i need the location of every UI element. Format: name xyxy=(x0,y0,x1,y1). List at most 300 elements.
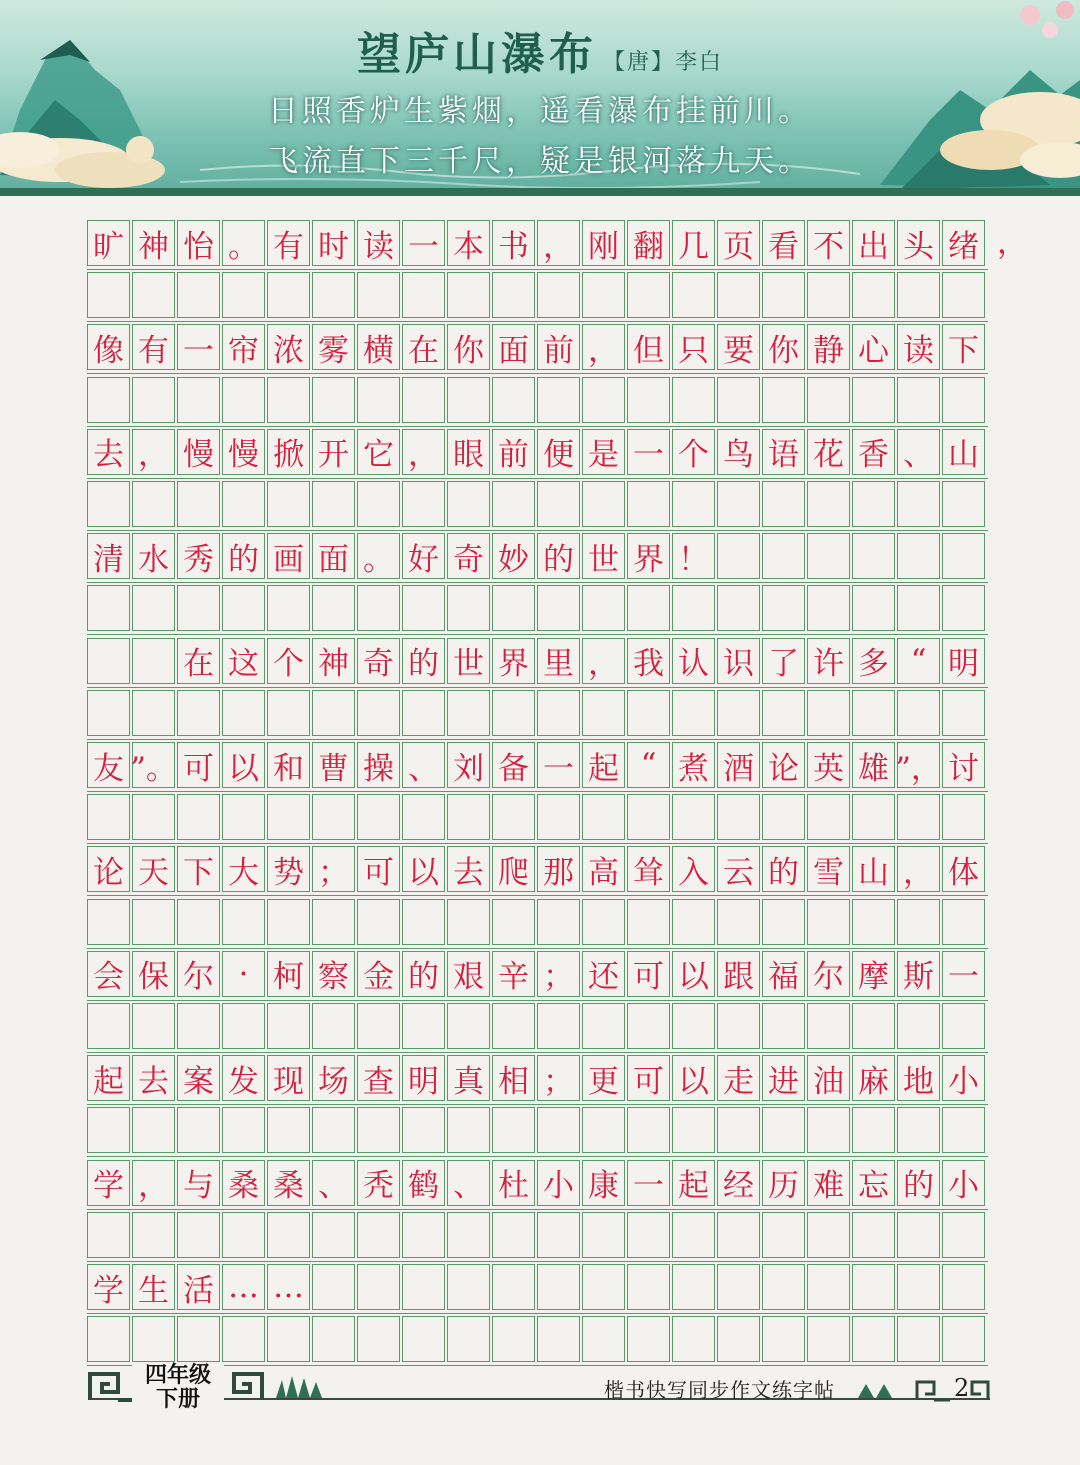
grid-cell xyxy=(177,690,220,736)
grid-cell xyxy=(672,1003,715,1049)
grid-cell xyxy=(492,794,535,840)
grid-cell xyxy=(762,533,805,579)
grid-cell: 前 xyxy=(492,429,535,475)
grid-cell: 起 xyxy=(582,742,625,788)
grid-cell xyxy=(942,585,985,631)
grid-cell xyxy=(852,794,895,840)
grid-cell xyxy=(897,533,940,579)
grid-cell xyxy=(222,1316,265,1362)
grid-cell: 小 xyxy=(537,1160,580,1206)
banner-divider xyxy=(0,188,1080,196)
grid-cell: 云 xyxy=(717,846,760,892)
grid-rule xyxy=(87,321,988,322)
grid-cell xyxy=(942,1316,985,1362)
grid-cell xyxy=(897,1003,940,1049)
grid-cell xyxy=(402,377,445,423)
grid-cell xyxy=(762,1212,805,1258)
grid-cell: 明 xyxy=(942,638,985,684)
grid-cell xyxy=(447,481,490,527)
grid-cell xyxy=(447,272,490,318)
grid-cell xyxy=(852,272,895,318)
grid-cell xyxy=(852,1264,895,1310)
grid-cell xyxy=(312,585,355,631)
grid-cell: 学 xyxy=(87,1264,130,1310)
grid-cell xyxy=(447,585,490,631)
grid-cell: 友 xyxy=(87,742,130,788)
grid-cell xyxy=(492,1003,535,1049)
grid-cell: 我 xyxy=(627,638,670,684)
grid-cell xyxy=(627,1316,670,1362)
grid-cell xyxy=(672,481,715,527)
grid-cell xyxy=(87,690,130,736)
overflow-punctuation: ， xyxy=(997,225,1028,261)
grid-cell: 讨 xyxy=(942,742,985,788)
blank-grid-row xyxy=(87,1003,987,1051)
grid-rule xyxy=(87,791,988,792)
grid-cell xyxy=(852,1212,895,1258)
grid-cell xyxy=(627,1107,670,1153)
grid-cell: 以 xyxy=(402,846,445,892)
grid-cell: 、 xyxy=(897,429,940,475)
grid-cell: 雄 xyxy=(852,742,895,788)
grid-cell: 书 xyxy=(492,220,535,266)
grid-cell: 在 xyxy=(402,324,445,370)
grid-cell: ； xyxy=(312,846,355,892)
poem-title-line xyxy=(0,18,1080,82)
grid-cell xyxy=(897,1264,940,1310)
grid-cell: 以 xyxy=(672,1055,715,1101)
grid-cell: 的 xyxy=(537,533,580,579)
grid-cell: 的 xyxy=(402,638,445,684)
grid-cell: 掀 xyxy=(267,429,310,475)
grid-cell xyxy=(132,638,175,684)
grid-cell: 浓 xyxy=(267,324,310,370)
grid-cell xyxy=(762,899,805,945)
grade-line-1: 四年级 xyxy=(144,1362,211,1388)
grid-cell xyxy=(762,1107,805,1153)
grid-cell: 绪 xyxy=(942,220,985,266)
grid-rule xyxy=(87,1000,988,1001)
grid-cell: 一 xyxy=(942,951,985,997)
grid-cell: 前 xyxy=(537,324,580,370)
grid-rule xyxy=(87,687,988,688)
grid-cell xyxy=(402,585,445,631)
grid-rule xyxy=(87,1156,988,1157)
triangle-icon xyxy=(876,1384,892,1398)
page-number: 2 xyxy=(954,1374,970,1402)
grid-row xyxy=(87,638,987,686)
grid-cell xyxy=(492,377,535,423)
grid-rule xyxy=(87,1261,988,1262)
grid-cell: 一 xyxy=(627,1160,670,1206)
grid-rule xyxy=(87,895,988,896)
grid-cell: 慢 xyxy=(177,429,220,475)
grid-cell xyxy=(582,377,625,423)
grid-cell: 相 xyxy=(492,1055,535,1101)
grid-cell xyxy=(402,1316,445,1362)
grid-cell: 艰 xyxy=(447,951,490,997)
grid-cell: 历 xyxy=(762,1160,805,1206)
grid-cell xyxy=(402,272,445,318)
grid-cell xyxy=(897,690,940,736)
grid-cell xyxy=(807,377,850,423)
grid-cell xyxy=(852,481,895,527)
grid-cell: 天 xyxy=(132,846,175,892)
grid-cell: 学 xyxy=(87,1160,130,1206)
grid-cell: 一 xyxy=(537,742,580,788)
grid-cell xyxy=(897,1316,940,1362)
grid-cell xyxy=(762,481,805,527)
grid-cell xyxy=(177,585,220,631)
grid-cell: 地 xyxy=(897,1055,940,1101)
grid-cell: 鸟 xyxy=(717,429,760,475)
grid-cell xyxy=(582,1212,625,1258)
grid-cell: ， xyxy=(897,846,940,892)
grid-cell: 多 xyxy=(852,638,895,684)
grid-cell xyxy=(807,533,850,579)
grid-cell: 发 xyxy=(222,1055,265,1101)
grid-cell: 花 xyxy=(807,429,850,475)
grid-cell xyxy=(537,272,580,318)
grid-cell xyxy=(852,1107,895,1153)
grid-cell xyxy=(402,690,445,736)
grid-cell: 怡 xyxy=(177,220,220,266)
grid-cell xyxy=(582,1264,625,1310)
blank-grid-row xyxy=(87,794,987,842)
grid-cell xyxy=(627,481,670,527)
grid-cell: 要 xyxy=(717,324,760,370)
grid-cell: “ xyxy=(897,638,940,684)
blank-grid-row xyxy=(87,1212,987,1260)
grid-cell xyxy=(627,690,670,736)
grid-cell xyxy=(807,1107,850,1153)
grid-row xyxy=(87,1264,987,1312)
grid-cell: ； xyxy=(537,1055,580,1101)
grid-cell xyxy=(897,377,940,423)
grid-cell: ， xyxy=(582,324,625,370)
grid-cell: 保 xyxy=(132,951,175,997)
grid-cell: 生 xyxy=(132,1264,175,1310)
grid-cell: 杜 xyxy=(492,1160,535,1206)
grid-rule xyxy=(87,1104,988,1105)
grid-cell: 香 xyxy=(852,429,895,475)
grid-cell xyxy=(402,1003,445,1049)
grid-cell: 翻 xyxy=(627,220,670,266)
grid-cell: ， xyxy=(582,638,625,684)
grid-cell: 开 xyxy=(312,429,355,475)
grid-cell xyxy=(357,585,400,631)
grid-cell: 进 xyxy=(762,1055,805,1101)
grid-cell xyxy=(717,690,760,736)
grid-cell xyxy=(402,899,445,945)
grid-cell xyxy=(717,585,760,631)
grid-cell xyxy=(627,794,670,840)
grid-cell xyxy=(537,585,580,631)
grid-cell xyxy=(942,481,985,527)
grid-cell: 时 xyxy=(312,220,355,266)
grid-cell: 爬 xyxy=(492,846,535,892)
grid-cell xyxy=(132,794,175,840)
blank-grid-row xyxy=(87,899,987,947)
grid-cell xyxy=(942,794,985,840)
grid-cell xyxy=(312,1107,355,1153)
grid-cell xyxy=(492,1316,535,1362)
grid-cell: 几 xyxy=(672,220,715,266)
grid-cell: 麻 xyxy=(852,1055,895,1101)
grid-cell xyxy=(222,272,265,318)
grid-row xyxy=(87,324,987,372)
grid-cell xyxy=(447,899,490,945)
grid-cell: 水 xyxy=(132,533,175,579)
grid-cell xyxy=(312,794,355,840)
grid-cell: 摩 xyxy=(852,951,895,997)
grid-cell xyxy=(762,690,805,736)
grid-cell: 帘 xyxy=(222,324,265,370)
grid-cell xyxy=(87,1212,130,1258)
grid-cell: 以 xyxy=(222,742,265,788)
grid-cell xyxy=(312,1003,355,1049)
grid-cell: 桑 xyxy=(222,1160,265,1206)
grid-cell: 便 xyxy=(537,429,580,475)
grid-cell xyxy=(852,377,895,423)
grid-cell: 但 xyxy=(627,324,670,370)
grid-cell: 一 xyxy=(177,324,220,370)
grid-cell: 桑 xyxy=(267,1160,310,1206)
grid-cell xyxy=(582,794,625,840)
grid-cell xyxy=(447,1107,490,1153)
grid-row xyxy=(87,429,987,477)
grid-cell xyxy=(672,272,715,318)
grid-cell: 一 xyxy=(627,429,670,475)
grid-cell xyxy=(132,272,175,318)
grid-cell xyxy=(717,533,760,579)
grid-cell: 奇 xyxy=(357,638,400,684)
poem-line-1: 日照香炉生紫烟，遥看瀑布挂前川。 xyxy=(268,94,812,129)
grid-cell: 面 xyxy=(312,533,355,579)
grid-cell xyxy=(357,377,400,423)
grid-cell xyxy=(537,794,580,840)
grid-rule xyxy=(87,269,988,270)
grid-cell: 里 xyxy=(537,638,580,684)
grid-cell: 论 xyxy=(87,846,130,892)
grid-cell xyxy=(537,899,580,945)
grid-cell xyxy=(177,1107,220,1153)
grid-cell xyxy=(132,1003,175,1049)
grid-cell xyxy=(222,481,265,527)
grid-cell xyxy=(492,1107,535,1153)
grid-cell xyxy=(357,1003,400,1049)
grid-cell xyxy=(537,1212,580,1258)
grid-cell: … xyxy=(267,1264,310,1310)
grid-cell: 查 xyxy=(357,1055,400,1101)
grid-cell: 眼 xyxy=(447,429,490,475)
grid-cell xyxy=(132,1107,175,1153)
grid-cell: 一 xyxy=(402,220,445,266)
grid-cell: 起 xyxy=(87,1055,130,1101)
grid-cell: 大 xyxy=(222,846,265,892)
grid-cell: 像 xyxy=(87,324,130,370)
grid-cell xyxy=(582,1107,625,1153)
grid-cell xyxy=(357,899,400,945)
grid-cell: 小 xyxy=(942,1160,985,1206)
grid-cell xyxy=(312,899,355,945)
grid-cell xyxy=(267,899,310,945)
grid-cell xyxy=(537,690,580,736)
grid-cell: 跟 xyxy=(717,951,760,997)
grid-cell xyxy=(807,690,850,736)
grid-cell xyxy=(492,899,535,945)
grid-cell: 秃 xyxy=(357,1160,400,1206)
grid-cell: 体 xyxy=(942,846,985,892)
grid-cell: 论 xyxy=(762,742,805,788)
grid-cell xyxy=(762,1264,805,1310)
grid-cell xyxy=(852,585,895,631)
blank-grid-row xyxy=(87,272,987,320)
grid-rule xyxy=(87,426,988,427)
grid-cell xyxy=(132,1212,175,1258)
grid-cell xyxy=(717,272,760,318)
grid-cell xyxy=(177,1212,220,1258)
grid-cell xyxy=(87,638,130,684)
grid-cell: 不 xyxy=(807,220,850,266)
blank-grid-row xyxy=(87,690,987,738)
grid-cell xyxy=(717,1212,760,1258)
grid-cell xyxy=(537,377,580,423)
grid-cell xyxy=(357,1316,400,1362)
grid-cell xyxy=(447,1316,490,1362)
grid-cell: 出 xyxy=(852,220,895,266)
grid-cell: 、 xyxy=(312,1160,355,1206)
grid-cell: 经 xyxy=(717,1160,760,1206)
grid-rule xyxy=(87,948,988,949)
grid-cell xyxy=(87,794,130,840)
grid-cell xyxy=(942,272,985,318)
grid-cell xyxy=(717,377,760,423)
grid-cell xyxy=(582,1316,625,1362)
grid-cell xyxy=(627,272,670,318)
grid-cell: 语 xyxy=(762,429,805,475)
grid-cell: 雾 xyxy=(312,324,355,370)
grid-cell xyxy=(87,1003,130,1049)
grid-cell xyxy=(87,1107,130,1153)
grid-cell xyxy=(807,1316,850,1362)
grid-cell xyxy=(492,481,535,527)
grid-cell: 走 xyxy=(717,1055,760,1101)
grid-cell: 金 xyxy=(357,951,400,997)
grid-cell xyxy=(582,690,625,736)
grid-cell xyxy=(177,1316,220,1362)
grid-cell xyxy=(447,794,490,840)
grid-cell: ”。 xyxy=(132,742,175,788)
grid-cell xyxy=(852,690,895,736)
grid-cell: 的 xyxy=(897,1160,940,1206)
grid-cell xyxy=(852,899,895,945)
grid-cell xyxy=(807,272,850,318)
grid-cell xyxy=(447,690,490,736)
grid-cell xyxy=(447,1003,490,1049)
meander-border-icon-end xyxy=(968,1378,992,1404)
grid-cell xyxy=(492,1212,535,1258)
grid-row xyxy=(87,742,987,790)
grid-cell xyxy=(672,794,715,840)
grid-cell: 山 xyxy=(942,429,985,475)
grid-cell xyxy=(807,1003,850,1049)
grid-cell: 还 xyxy=(582,951,625,997)
grid-cell: 备 xyxy=(492,742,535,788)
grid-cell xyxy=(132,481,175,527)
grid-cell xyxy=(357,690,400,736)
grid-cell xyxy=(267,377,310,423)
grid-cell xyxy=(717,481,760,527)
poem-title: 望庐山瀑布 xyxy=(356,29,597,80)
grid-cell xyxy=(672,585,715,631)
grid-cell xyxy=(87,899,130,945)
grid-cell: 去 xyxy=(132,1055,175,1101)
grade-label xyxy=(132,1363,224,1411)
grid-cell xyxy=(942,1003,985,1049)
grid-cell xyxy=(132,899,175,945)
grid-cell xyxy=(672,1264,715,1310)
grid-cell: ， xyxy=(537,220,580,266)
meander-border-icon-right xyxy=(222,1370,266,1410)
grid-cell: 了 xyxy=(762,638,805,684)
grid-cell xyxy=(87,377,130,423)
poem-banner xyxy=(0,0,1080,196)
grid-cell: 难 xyxy=(807,1160,850,1206)
grid-cell: ， xyxy=(402,429,445,475)
grid-cell: 是 xyxy=(582,429,625,475)
grid-cell: 慢 xyxy=(222,429,265,475)
grid-cell: 煮 xyxy=(672,742,715,788)
grid-cell: 刚 xyxy=(582,220,625,266)
grid-cell: 去 xyxy=(447,846,490,892)
grid-cell: 头 xyxy=(897,220,940,266)
grid-row xyxy=(87,220,1028,268)
grid-rule xyxy=(87,373,988,374)
grid-cell: 旷 xyxy=(87,220,130,266)
grid-cell: 入 xyxy=(672,846,715,892)
grid-cell: 与 xyxy=(177,1160,220,1206)
grid-cell xyxy=(852,533,895,579)
grid-cell xyxy=(222,1107,265,1153)
grid-cell: 许 xyxy=(807,638,850,684)
grid-cell xyxy=(582,899,625,945)
grid-cell: 读 xyxy=(357,220,400,266)
grid-cell: ”， xyxy=(897,742,940,788)
grid-cell: 界 xyxy=(627,533,670,579)
grid-cell xyxy=(807,481,850,527)
grid-cell: 福 xyxy=(762,951,805,997)
grid-cell xyxy=(87,481,130,527)
grid-cell: 起 xyxy=(672,1160,715,1206)
grid-cell xyxy=(762,794,805,840)
grid-cell xyxy=(672,377,715,423)
grid-cell: 可 xyxy=(627,1055,670,1101)
grid-cell: 那 xyxy=(537,846,580,892)
grid-cell xyxy=(897,794,940,840)
grid-cell xyxy=(942,690,985,736)
grid-cell xyxy=(717,1316,760,1362)
grid-cell: 场 xyxy=(312,1055,355,1101)
grid-cell: 只 xyxy=(672,324,715,370)
grid-cell xyxy=(447,1212,490,1258)
grid-cell xyxy=(672,1107,715,1153)
grid-cell: 、 xyxy=(402,742,445,788)
poem-line-2: 飞流直下三千尺，疑是银河落九天。 xyxy=(268,144,812,179)
grid-cell xyxy=(177,899,220,945)
grid-cell: 操 xyxy=(357,742,400,788)
grid-cell: 可 xyxy=(627,951,670,997)
